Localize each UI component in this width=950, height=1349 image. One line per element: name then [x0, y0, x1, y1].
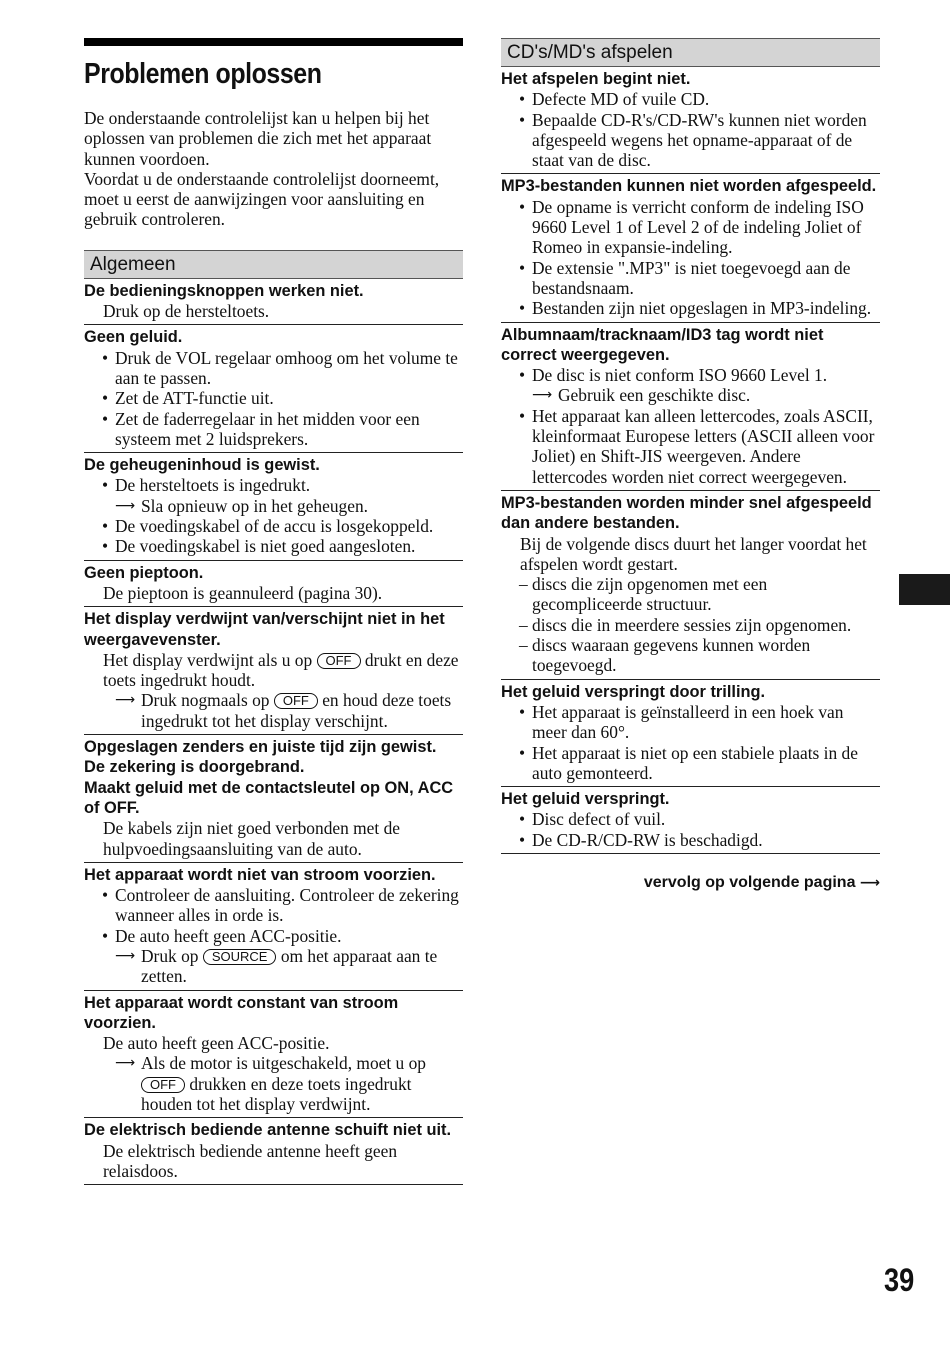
entry-heading: Geen geluid.	[84, 328, 183, 347]
trouble-entry	[84, 1118, 463, 1185]
trouble-entry	[84, 991, 463, 1119]
list-item: • Controleer de aansluiting. Controleer de zekering wanneer alles in orde is.	[102, 885, 459, 926]
entry-heading: Het display verdwijnt van/verschijnt niet in het weergavevenster.	[84, 610, 445, 649]
entry-heading: MP3-bestanden kunnen niet worden afgespeeld.	[501, 177, 877, 196]
entry-heading: Opgeslagen zenders en juiste tijd zijn gewist.	[84, 738, 437, 757]
list-item: • De disc is niet conform ISO 9660 Level 1.	[519, 365, 828, 386]
title-rule	[84, 38, 463, 46]
section-tab-marker	[899, 574, 950, 605]
arrow-icon: ⟶	[859, 874, 880, 891]
trouble-entry	[84, 453, 463, 560]
page-title: Problemen oplossen	[84, 58, 322, 90]
list-item: • De voedingskabel of de accu is losgekoppeld.	[102, 516, 434, 537]
trouble-entry	[501, 174, 880, 322]
trouble-entry	[84, 561, 463, 608]
off-button-icon: OFF	[317, 653, 361, 669]
list-item: • Het apparaat kan alleen lettercodes, zoals ASCII, kleinformaat Europese letters (ASCII alleen voor Joliet) en Shift-JIS weergeven. Andere lettercodes worden niet correct weergegeven.	[519, 405, 875, 487]
continue-note: vervolg op volgende pagina ⟶	[643, 873, 880, 891]
list-item: – discs waaraan gegevens kunnen worden toegevoegd.	[519, 635, 811, 676]
remedy-line: ⟶ Als de motor is uitgeschakeld, moet u op OFF drukken en deze toets ingedrukt houden tot het display verdwijnt.	[115, 1053, 426, 1115]
entry-text: Bij de volgende discs duurt het langer voordat het afspelen wordt gestart.	[520, 533, 867, 574]
trouble-entry	[501, 323, 880, 491]
arrow-icon: ⟶	[532, 387, 553, 404]
list-item: • Bestanden zijn niet opgeslagen in MP3-indeling.	[519, 298, 872, 319]
trouble-entry	[84, 279, 463, 326]
entry-heading: De bedieningsknoppen werken niet.	[84, 281, 364, 300]
trouble-entry	[84, 607, 463, 735]
right-column	[501, 38, 880, 892]
list-item: • Disc defect of vuil.	[519, 809, 666, 830]
entry-heading: Het afspelen begint niet.	[501, 70, 691, 88]
list-item: • Defecte MD of vuile CD.	[519, 89, 710, 110]
intro-paragraph: Voordat u de onderstaande controlelijst doorneemt, moet u eerst de aanwijzingen voor aansluiting en gebruik controleren.	[84, 168, 440, 230]
remedy-line: ⟶ Sla opnieuw op in het geheugen.	[115, 495, 368, 516]
page-number: 39	[884, 1262, 915, 1298]
trouble-entry	[84, 325, 463, 453]
list-item: • De opname is verricht conform de indeling ISO 9660 Level 1 of Level 2 of de indeling Joliet of Romeo in expansie-indeling.	[519, 196, 864, 258]
trouble-entry	[501, 680, 880, 787]
entry-heading: Het apparaat wordt constant van stroom voorzien.	[84, 993, 399, 1032]
trouble-entry	[501, 491, 880, 680]
trouble-entry	[84, 735, 463, 863]
arrow-icon: ⟶	[115, 1055, 136, 1072]
remedy-line: ⟶ Gebruik een geschikte disc.	[532, 385, 751, 406]
entry-heading: Maakt geluid met de contactsleutel op ON, ACC of OFF.	[84, 778, 454, 817]
section-heading-algemeen: Algemeen	[84, 250, 463, 279]
entry-heading: Het geluid verspringt door trilling.	[501, 682, 766, 701]
arrow-icon: ⟶	[115, 692, 136, 709]
arrow-icon: ⟶	[115, 497, 136, 514]
entry-heading: Het apparaat wordt niet van stroom voorzien.	[84, 865, 436, 884]
entry-text: Druk op de hersteltoets.	[103, 301, 270, 322]
remedy-line: ⟶ Druk nogmaals op OFF en houd deze toets ingedrukt tot het display verschijnt.	[115, 690, 452, 731]
list-item: • De auto heeft geen ACC-positie.	[102, 925, 342, 946]
entry-text: Het display verdwijnt als u op OFF drukt en deze toets ingedrukt houdt.	[103, 649, 459, 691]
trouble-entry	[501, 67, 880, 174]
list-item: • Zet de ATT-functie uit.	[102, 388, 274, 409]
source-button-icon: SOURCE	[203, 949, 277, 965]
entry-heading: MP3-bestanden worden minder snel afgespeeld dan andere bestanden.	[501, 493, 872, 533]
list-item: – discs die in meerdere sessies zijn opgenomen.	[519, 614, 852, 635]
list-item: • Het apparaat is niet op een stabiele plaats in de auto gemonteerd.	[519, 742, 858, 783]
list-item: • De voedingskabel is niet goed aangesloten.	[102, 536, 416, 557]
entry-text: De pieptoon is geannuleerd (pagina 30).	[103, 582, 383, 603]
intro-text	[84, 108, 463, 230]
trouble-entry	[84, 863, 463, 991]
entry-text: De auto heeft geen ACC-positie.	[103, 1033, 330, 1054]
off-button-icon: OFF	[141, 1077, 185, 1093]
arrow-icon: ⟶	[115, 947, 136, 964]
list-item: • Het apparaat is geïnstalleerd in een hoek van meer dan 60°.	[519, 701, 844, 743]
list-item: • Zet de faderregelaar in het midden voor een systeem met 2 luidsprekers.	[102, 408, 420, 449]
section-heading-cds: CD's/MD's afspelen	[501, 38, 880, 67]
entry-heading: Albumnaam/tracknaam/ID3 tag wordt niet correct weergegeven.	[501, 325, 824, 364]
list-item: • Druk de VOL regelaar omhoog om het volume te aan te passen.	[102, 347, 458, 388]
entry-heading: Het geluid verspringt.	[501, 790, 670, 809]
remedy-line: ⟶ Druk op SOURCE om het apparaat aan te zetten.	[115, 945, 438, 987]
intro-paragraph: De onderstaande controlelijst kan u helpen bij het oplossen van problemen die zich met het apparaat kunnen voordoen.	[84, 108, 432, 169]
list-item: • Bepaalde CD-R's/CD-RW's kunnen niet worden afgespeeld wegens het opname-apparaat of de staat van de disc.	[519, 109, 867, 171]
trouble-entry	[501, 787, 880, 854]
entry-text: De elektrisch bediende antenne heeft geen relaisdoos.	[103, 1140, 398, 1181]
entry-heading: Geen pieptoon.	[84, 563, 204, 582]
entry-heading: De zekering is doorgebrand.	[84, 758, 305, 777]
list-item: • De hersteltoets is ingedrukt.	[102, 475, 311, 496]
off-button-icon: OFF	[274, 693, 318, 709]
entry-heading: De elektrisch bediende antenne schuift niet uit.	[84, 1121, 452, 1140]
entry-text: De kabels zijn niet goed verbonden met de hulpvoedingsaansluiting van de auto.	[103, 818, 400, 859]
list-item: • De CD-R/CD-RW is beschadigd.	[519, 829, 763, 850]
list-item: • De extensie ".MP3" is niet toegevoegd aan de bestandsnaam.	[519, 257, 851, 298]
left-column	[84, 38, 463, 1185]
list-item: – discs die zijn opgenomen met een gecompliceerde structuur.	[519, 574, 768, 615]
entry-heading: De geheugeninhoud is gewist.	[84, 456, 320, 475]
